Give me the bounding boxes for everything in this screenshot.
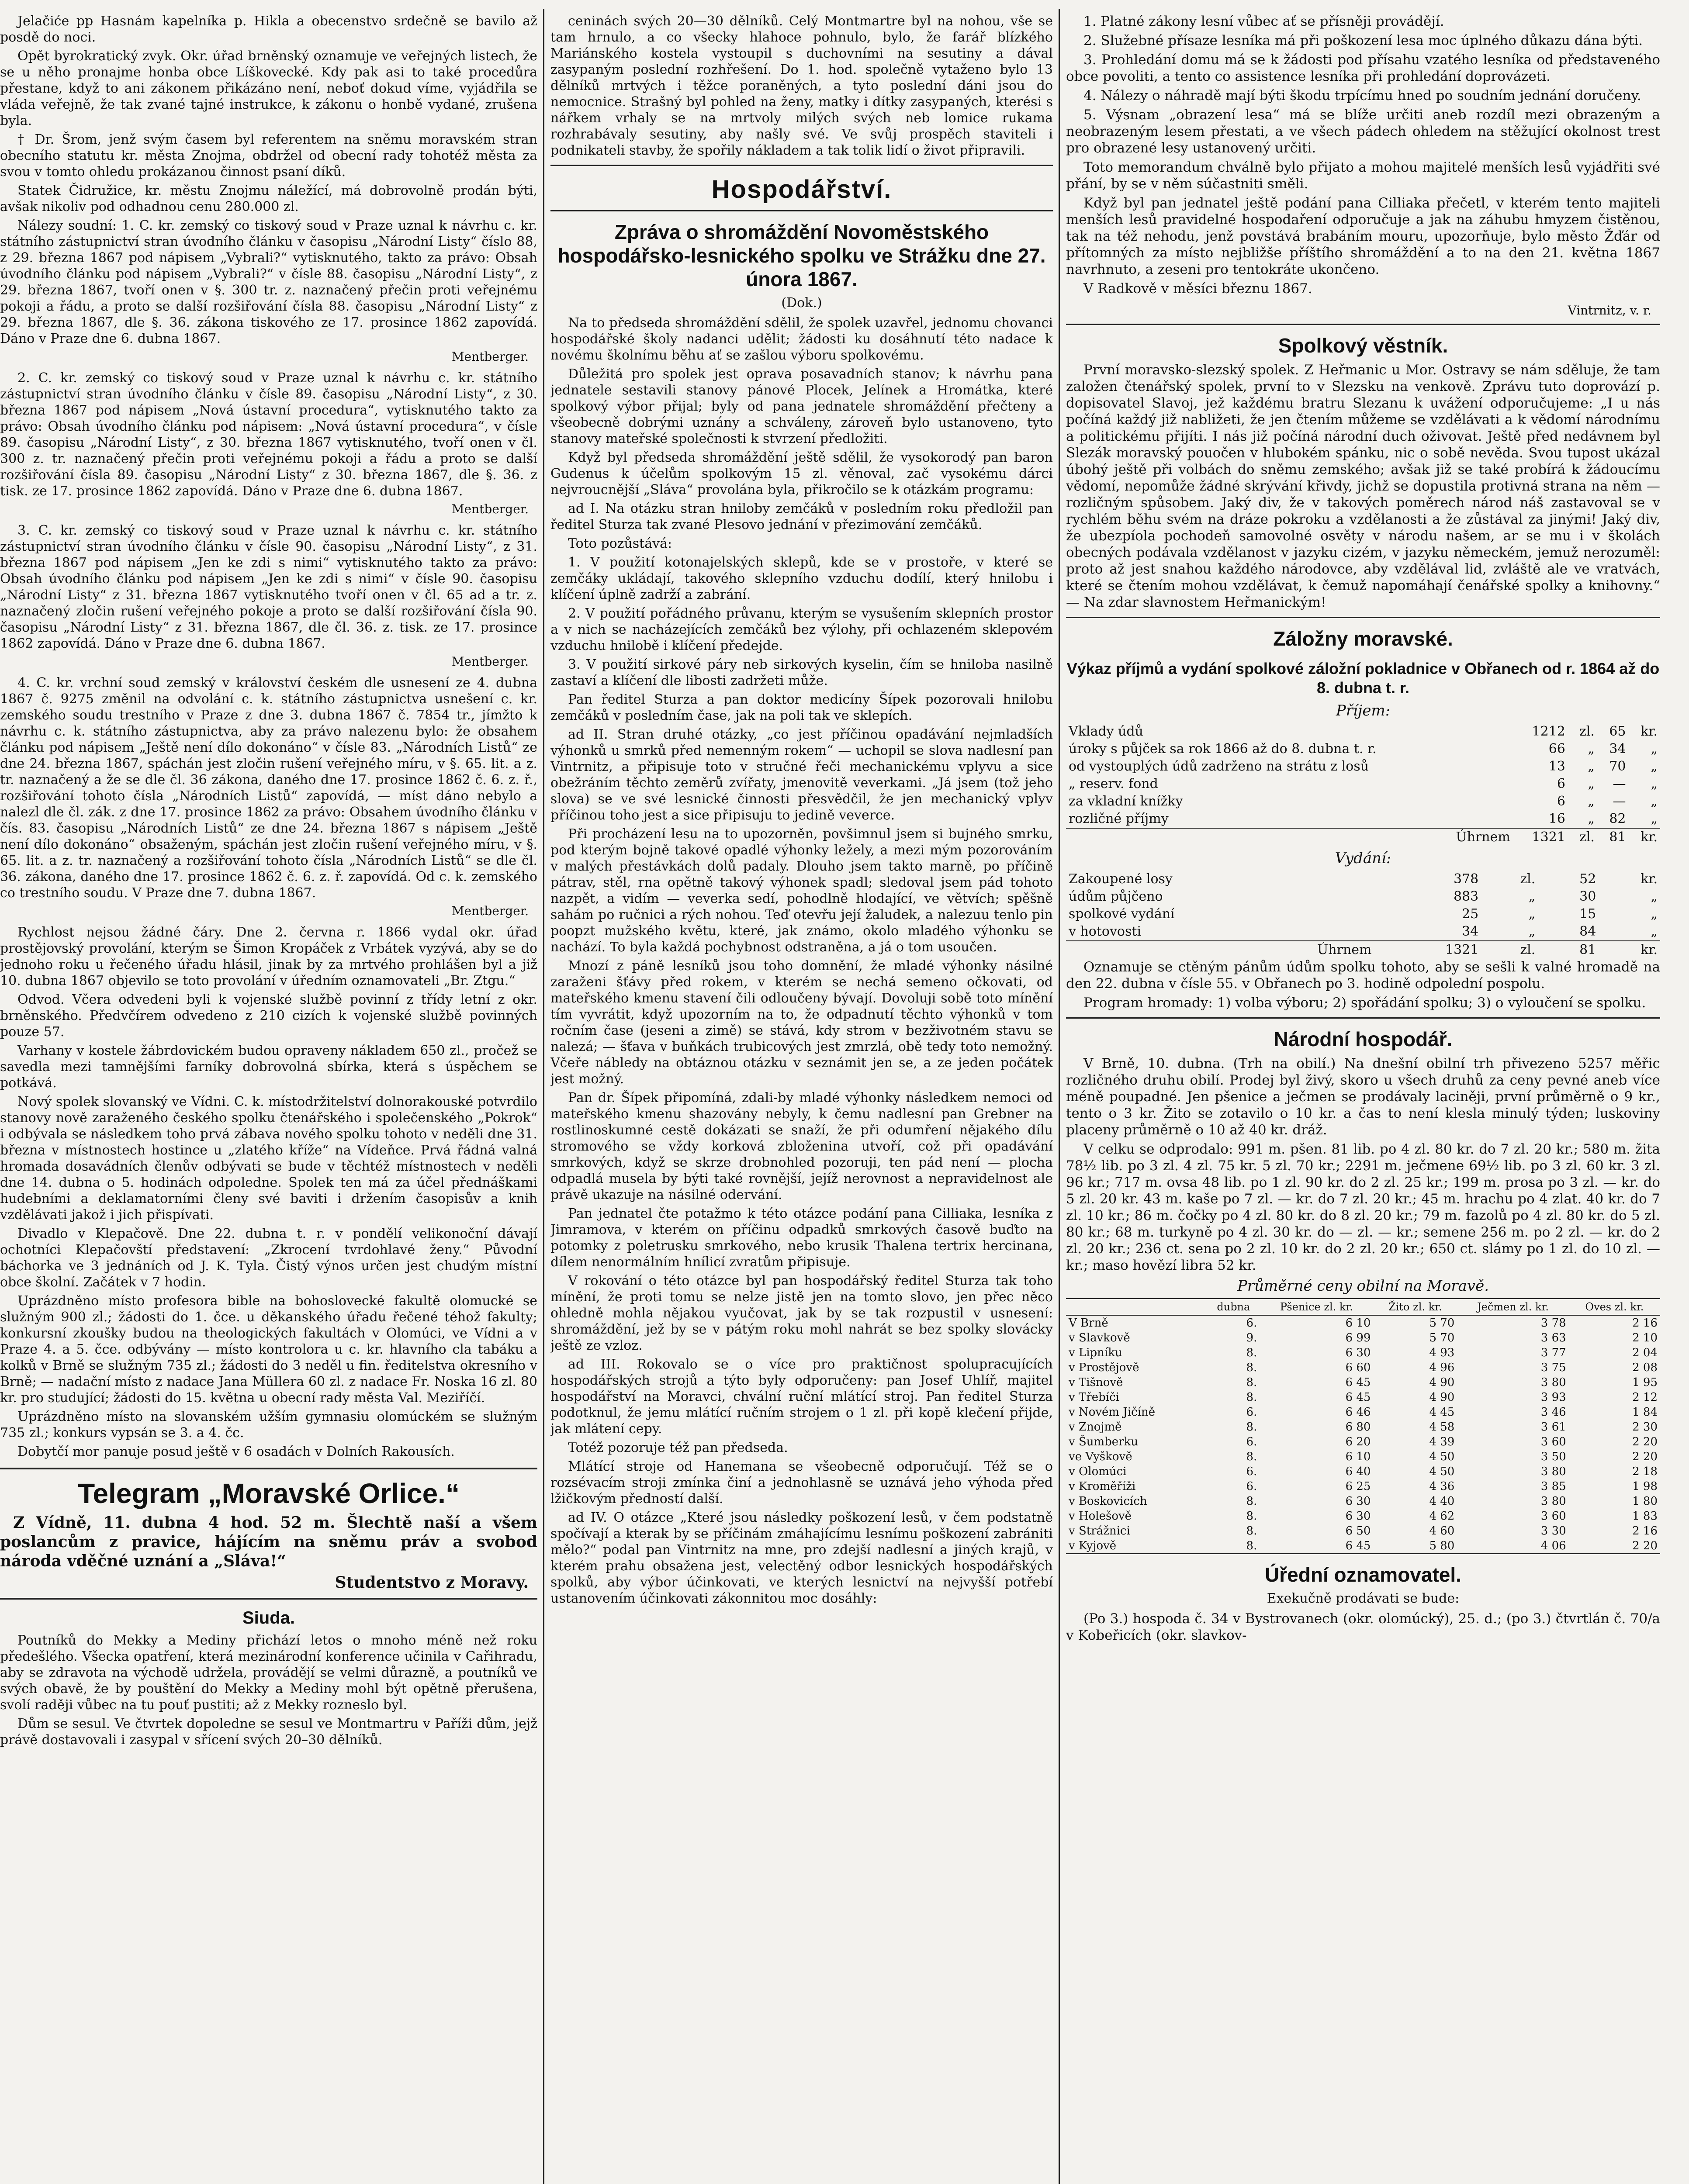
table-row: [1066, 871, 1660, 888]
prijem-table: [1066, 723, 1660, 846]
table-cell: 2 16: [1632, 1317, 1658, 1330]
court-signature: Mentberger.: [451, 904, 529, 918]
table-cell: 3 85: [1540, 1480, 1566, 1493]
paragraph: 4. C. kr. vrchní soud zemský v království českém dle usnesení ze 4. dubna 1867 č. 9275 změnil na odvolání c. k. státního zástupnictva usnešení c. kr. zemského soudu trestního v Praze z dne 3. dubna 1867 č. 7854 tr., jímžto k návrhu c. k. státního zástupnictva, aby za právo nalezenu bylo: že obsahem článku pod nápisem „Ještě není dílo dokonáno“ v čísle 83. „Národních Listů“ ze dne 24. března 1867, spáchán jest zločin rušení veřejného míru, v §. 65. lit. a z. tr. naznačený a že se dle čl. 36 zákona, daného dne 17. prosince 1862 č. 6. z. ř., rozšiřování tohoto čísla „Národních Listů“ zapovídá, — míst dáno nebylo a nalezl dle čl. zák. z dne 17. prosince 1862 za právo: Obsahem úvodního článku v čís. 83. časopisu „Národních Listů“ ze dne 24. března 1867 s nápisem „Ještě není dílo dokonáno“ obsaženým, spáchán jest zločin rušení veřejného míru, v §. 65. lit. a z. tr. naznačený a rozšiřování tohoto čísla „Národních Listů“ se dle čl. 36. zákona, daného dne 17. prosince 1862 č. 6. z. ř. zapovídá. Od c. k. zemského co trestního soudu. V Praze dne 7. dubna 1867.: [0, 675, 537, 901]
table-cell: 8.: [1246, 1346, 1257, 1359]
table-cell: 3 77: [1540, 1346, 1566, 1359]
total-cell: Úhrnem: [1066, 941, 1374, 959]
table-cell: 6 99: [1345, 1331, 1371, 1344]
table-cell: 30: [1579, 889, 1596, 904]
paragraph: V celku se odprodalo: 991 m. pšen. 81 lib. po 4 zl. 80 kr. do 7 zl. 20 kr.; 580 m. žita 78½ lib. po 3 zl. 4 zl. 75 kr. 5 zl. 70 kr.; 2291 m. ječmene 69½ lib. po 3 zl. 60 kr. 3 zl. 96 kr.; 717 m. ovsa 48 lib. po 1 zl. 90 kr. do 2 zl. 25 kr.; 199 m. prosa po 3 zl. — kr. do 5 zl. 20 kr. 43 m. kaše po 7 zl. — kr. do 7 zl. 20 kr.; 45 m. hrachu po 4 zlat. 40 kr. do 7 zl. 10 kr.; 86 m. čočky po 4 zl. 80 kr. do 8 zl. 20 kr.; 79 m. fazolů po 4 zl. 80 kr. do 5 zl. 80 kr.; 68 m. turkyně po 4 zl. 30 kr. do — zl. — kr.; semene 256 m. po 2 zl. — kr. do 2 zl. 20 kr.; 236 ct. sena po 2 zl. 10 kr. do 2 zl. 20 kr.; 650 ct. slámy po 1 zl. do 10 zl. — kr.; maso hovězí libra 52 kr.: [1066, 1141, 1660, 1273]
table-cell: 4 96: [1429, 1361, 1455, 1374]
paragraph: V Brně, 10. dubna. (Trh na obilí.) Na dnešní obilní trh přivezeno 5257 měřic rozličného druhu obilí. Prodej byl živý, skoro u všech druhů za ceny pevné aneb více méně poupadné. Jen pšenice a ječmen se prodávaly laciněji, první průměrně o 9 kr., tento o 3 kr. Žito se zotavilo o 10 kr. a čas to není klesla minulý týden; luskoviny placeny průměrně o 10 až 40 kr. dráž.: [1066, 1056, 1660, 1138]
paragraph: Rychlost nejsou žádné čáry. Dne 2. června r. 1866 vydal okr. úřad prostějovský provolání, kterým se Šimon Kropáček z Vrbátek vyzývá, aby se do jednoho roku u řečeného úřadu hlásil, jinak by za mrtvého prohlášen byl a již 10. dubna 1867 objevilo se toto provolání v úředním oznamovateli „Br. Ztgu.“: [0, 925, 537, 988]
table-cell: „: [1528, 924, 1536, 939]
table-cell: 1 95: [1632, 1376, 1658, 1389]
table-cell: kr.: [1641, 871, 1658, 887]
column-left: [0, 13, 537, 2184]
table-cell: „: [1588, 811, 1595, 826]
table-cell: 2 20: [1632, 1539, 1658, 1552]
table-cell: 8.: [1246, 1450, 1257, 1463]
table-cell: 6 46: [1345, 1406, 1371, 1419]
table-cell: 6 30: [1345, 1495, 1371, 1508]
table-cell: 2 10: [1632, 1331, 1658, 1344]
divider: [550, 210, 1053, 211]
paragraph: 1. Platné zákony lesní vůbec ať se přísněji provádějí.: [1083, 14, 1444, 29]
table-row: [1066, 810, 1660, 828]
table-cell: 8.: [1246, 1524, 1257, 1538]
table-cell: 3 80: [1540, 1495, 1566, 1508]
table-cell: 34: [1462, 924, 1479, 939]
table-cell: 6 50: [1345, 1524, 1371, 1538]
urad-title: Úřední oznamovatel.: [1265, 1563, 1461, 1586]
price-header-cell: Ječmen zl. kr.: [1457, 1299, 1568, 1315]
divider: [1066, 324, 1660, 325]
table-row: [1066, 1330, 1660, 1345]
table-cell: 8.: [1246, 1510, 1257, 1523]
table-cell: „: [1651, 741, 1658, 757]
paragraph: Pan ředitel Sturza a pan doktor medicíny Šípek pozorovali hnilobu zemčáků v posledním čase, jak na poli tak ve sklepích.: [550, 692, 1053, 723]
table-cell: 6: [1557, 776, 1565, 791]
paragraph: Varhany v kostele žábrdovickém budou opraveny nákladem 650 zl., pročež se savedla mezi tamnějšími farníky dobrovolná sbírka, která s úspěchem se potkává.: [0, 1043, 537, 1091]
paragraph: ad I. Na otázku stran hniloby zemčáků v posledním roku předložil pan ředitel Sturza tak zvané Plesovo jednání v přezimování zemčáků.: [550, 501, 1053, 532]
table-row: [1066, 1345, 1660, 1360]
table-cell: ve Vyškově: [1069, 1450, 1132, 1463]
table-cell: „: [1588, 759, 1595, 774]
table-cell: zl.: [1520, 871, 1536, 887]
paragraph: 5. Výsnam „obrazení lesa“ má se blíže určiti aneb rozdíl mezi obrazeným a neobrazeným lesem přestati, a ve všech pádech ohledem na stěžující okolnost trest pro obrazené lesy ustanovený určiti.: [1066, 107, 1660, 156]
paragraph: Mlátící stroje od Hanemana se všeobecně odporučují. Též se o rozsévacím stroji zmínka činí a jednohlasně se uznává jeho výhoda před lžičkovým předností další.: [550, 1459, 1053, 1507]
paragraph: Jelačiće pp Hasnám kapelníka p. Hikla a obecenstvo srdečně se bavilo až posdě do noci.: [0, 14, 537, 45]
table-cell: 2 08: [1632, 1361, 1658, 1374]
table-cell: v Holešově: [1069, 1510, 1132, 1523]
price-table: [1066, 1299, 1660, 1553]
paragraph: Dobytčí mor panuje posud ještě v 6 osadách v Dolních Rakousích.: [17, 1444, 455, 1459]
paragraph: 4. Nálezy o náhradě mají býti škodu trpícímu hned po soudním jednání doručeny.: [1083, 88, 1641, 104]
paragraph: ad III. Rokovalo se o více pro praktičnost spolupracujících hospodářských strojů a týto byly odporučeny: pan Josef Uhlíř, majitel hospodářství na Moravci, chvální ruční mlátící stroj. Pan ředitel Sturza podotknul, že jemu mlátící ručním strojem o 1 zl. při kopě klečení přijde, jak mlátení cepy.: [550, 1357, 1053, 1437]
table-cell: v Kroměříži: [1069, 1480, 1136, 1493]
table-row: [1066, 793, 1660, 810]
divider: [1066, 617, 1660, 618]
table-cell: v Třebíči: [1069, 1391, 1119, 1404]
paragraph: Totéž pozoruje též pan předseda.: [568, 1440, 788, 1455]
price-header-cell: [1066, 1299, 1207, 1315]
telegram-title: Telegram „Moravské Orlice.“: [78, 1478, 460, 1509]
table-row: [1066, 1405, 1660, 1420]
paragraph: Pan jednatel čte potažmo k této otázce podání pana Cilliaka, lesníka z Jimramova, v kterém on příčinu odpadků smrkových časově buďto na potomky z poletrusku smrkového, nebo krusik Thalena tertrix hercinana, dílem nenormálním hnílicí zvratům připisuje.: [550, 1206, 1053, 1270]
paragraph: 3. V použití sirkové páry neb sirkových kyselin, čím se hniloba nasilně zastaví a klíčení dle libosti zadržeti může.: [550, 657, 1053, 688]
total-cell: zl.: [1481, 941, 1538, 959]
paragraph: Když byl pan jednatel ještě podání pana Cilliaka přečetl, v kterém tento majiteli menších lesů pravidelné hospodaření odporučuje a jak na záhubu hmyzem čistěnou, tak na též nehodu, jenž povstává brabáním mouru, upozorňuje, bylo město Žďár od přítomných za místo nejbližše příštího shromáždění a to na den 21. května 1867 navrhnuto, a zeseni pro tentokráte ukončeno.: [1066, 195, 1660, 277]
table-row: [1066, 1360, 1660, 1375]
table-row: [1066, 888, 1660, 905]
table-cell: 6 25: [1345, 1480, 1371, 1493]
table-cell: 6 30: [1345, 1346, 1371, 1359]
table-cell: v hotovosti: [1069, 924, 1142, 939]
table-cell: 6.: [1246, 1317, 1257, 1330]
table-cell: 6 45: [1345, 1539, 1371, 1552]
total-cell: 81: [1538, 941, 1599, 959]
table-cell: rozličné příjmy: [1069, 811, 1169, 826]
paragraph: Poutníků do Mekky a Mediny přichází letos o mnoho méně než roku předešlého. Všecka opatření, která mezinárodní konference učinila v Cařihradu, aby se zdravota na východě udržela, provádějí se velmi důrazně, a poutníků ve svých obavě, že by pouštění do Mekky a Mediny mohl být opětně přerušena, svolí raději vůbec na tu pouť pustiti; až z Mekky rozneslo byl.: [0, 1633, 537, 1713]
paragraph: Uprázdněno místo na slovanském užším gymnasiu olomúckém se služným 735 zl.; konkurs vypsán se 3. a 4. čc.: [0, 1409, 537, 1441]
table-cell: 1212: [1532, 724, 1565, 739]
table-cell: kr.: [1641, 724, 1658, 739]
zalozny-title: Záložny moravské.: [1273, 627, 1453, 650]
price-header-cell: Pšenice zl. kr.: [1260, 1299, 1373, 1315]
vestnik-title: Spolkový věstník.: [1278, 334, 1448, 357]
paragraph: Důležitá pro spolek jest oprava posavadních stanov; k návrhu pana jednatele sestavili stanovy pánové Plocek, Jelínek a Hromátka, které spolkový výbor přijal; byly od pana jednatele shromáždění přečteny a všeobecně dobrými uznány a schváleny, zároveň bylo ustanoveno, tyto stanovy mateřské společnosti k stvrzení předložiti.: [550, 366, 1053, 446]
article-subtitle: (Dok.): [781, 295, 822, 311]
paragraph: ad IV. O otázce „Které jsou následky poškození lesů, v čem podstatně spočívají a kterak by se příčinám zmáhajícímu lesnímu poškození zabrániti mělo?“ podal pan Vintrnitz na mne, pro zdejší nadlesní a jiných krajů, v kterém prahu obsažena jest, velectěný odbor lesnických hospodářských spolků, aby výbor účinkovati, ve kterých lesnictví na nejvyšší potřebí ustanovením účinkovati zákonnitou moc dosáhly:: [550, 1510, 1053, 1606]
vykaz-title: Výkaz příjmů a vydání spolkové záložní pokladnice v Obřanech od r. 1864 až do 8. dubna t. r.: [1066, 660, 1660, 697]
table-cell: „: [1651, 794, 1658, 809]
table-cell: 6 10: [1345, 1317, 1371, 1330]
prijem-label: Příjem:: [1336, 702, 1391, 719]
table-cell: Vklady údů: [1069, 724, 1143, 739]
table-row: [1066, 1315, 1660, 1330]
table-cell: 6.: [1246, 1435, 1257, 1448]
table-cell: 4 62: [1429, 1510, 1455, 1523]
vydani-label: Vydání:: [1335, 850, 1391, 867]
total-cell: kr.: [1599, 941, 1660, 959]
vykaz-program: Program hromady: 1) volba výboru; 2) spořádání spolku; 3) o vyloučení se spolku.: [1083, 995, 1646, 1011]
table-cell: 3 46: [1540, 1406, 1566, 1419]
paragraph: Nálezy soudní: 1. C. kr. zemský co tiskový soud v Praze uznal k návrhu c. kr. státního zástupnictví stran úvodního článku v časopisu „Národní Listy“ číslo 88, z 29. března 1867 pod nápisem „Vybrali?“ vytisknutého, takto za právo: Obsah úvodního článku pod nápisem „Vybrali?“ v čísle 88. časopisu „Národní Listy“, z 29. března 1867, tvoří onen v §. 300 tr. z. naznačený přečin proti veřejnému pokoji a řádu, a proto se další rozšiřování čísla 88. časopisu „Národní Listy“ z 29. března 1867, dle §. 36. zákona tiskového ze 17. prosince 1862 zapovídá. Dáno v Praze dne 6. dubna 1867.: [0, 218, 537, 346]
paragraph: 2. C. kr. zemský co tiskový soud v Praze uznal k návrhu c. kr. státního zástupnictví stran úvodního článku v čísle 89. časopisu „Národní Listy“, z 30. března 1867 pod nápisem „Nová ústavní procedura“, vytisknutého takto za právo: Obsah úvodního článku pod nápisem: „Nová ústavní procedura“, v čísle 89. časopisu „Národní Listy“, z 30. března 1867 vytisknutého, tvoří onen v čl. 300 z. tr. naznačený přečin proti veřejnému pokoji a řádu a proto se další rozšiřování čísla 89. časopisu „Národní Listy“ z 30. března 1867, dle §. 36. z tisk. ze 17. prosince 1862 zapovídá. Dáno v Praze dne 6. dubna 1867.: [0, 370, 537, 499]
table-row: [1066, 758, 1660, 775]
table-row: [1066, 905, 1660, 923]
urad-subtitle: Exekučně prodávati se bude:: [1267, 1591, 1460, 1606]
signature-name: Vintrnitz, v. r.: [1568, 303, 1651, 318]
paragraph: 3. Prohledání domu má se k žádosti pod přísahu vzatého lesníka od představeného obce povoliti, a tento co assistence lesníka při prohledání doprovázeti.: [1066, 52, 1660, 84]
table-row: [1066, 923, 1660, 941]
table-cell: v Šumberku: [1069, 1435, 1139, 1448]
court-signature: Mentberger.: [451, 654, 529, 669]
price-table-title: Průměrné ceny obilní na Moravě.: [1237, 1277, 1489, 1295]
table-cell: 2 12: [1632, 1391, 1658, 1404]
column-middle: [550, 13, 1053, 2184]
table-cell: 4 90: [1429, 1376, 1455, 1389]
table-cell: „: [1528, 906, 1536, 922]
table-cell: v Boskovicích: [1069, 1495, 1147, 1508]
table-cell: v Prostějově: [1069, 1361, 1139, 1374]
table-row: [1066, 1449, 1660, 1464]
hospodar-paragraphs: [1066, 1055, 1660, 1274]
table-cell: údům půjčeno: [1069, 889, 1163, 904]
table-cell: od vystouplých údů zadrženo na strátu z losů: [1069, 759, 1369, 774]
table-cell: 8.: [1246, 1420, 1257, 1434]
table-cell: 8.: [1246, 1391, 1257, 1404]
total-cell: zl.: [1568, 828, 1597, 846]
table-cell: 3 80: [1540, 1465, 1566, 1478]
table-cell: 3 61: [1540, 1420, 1566, 1434]
table-cell: 8.: [1246, 1539, 1257, 1552]
table-row: [1066, 1524, 1660, 1538]
table-cell: 13: [1548, 759, 1565, 774]
signature-place: V Radkově v měsíci březnu 1867.: [1083, 281, 1312, 297]
table-cell: 6.: [1246, 1480, 1257, 1493]
paragraph: V rokování o této otázce byl pan hospodářský ředitel Sturza tak toho mínění, že proti tomu se nelze jistě jen na tomto slovo, jen přec něco ohledně mohla nějakou vyučovat, jak by se tak rozpustil v usnesení: shromáždění, jež by se v pátým roku mohl nahrát se bez spolky slovácky ještě ze vzloz.: [550, 1273, 1053, 1353]
total-cell: 1321: [1374, 941, 1481, 959]
table-cell: 4 93: [1429, 1346, 1455, 1359]
paragraph: Při procházení lesu na to upozorněn, povšimnul jsem si bujného smrku, pod kterým bojně takové opadlé výhonky ležely, a mezi mým pozorováním v malých přestávkách dolů padaly. Dlouho jsem takto marně, po příčině pátrav, stěl, rna opětně takový výhonek spadl; sledoval jsem pád tohoto nazpět, a vidím — veverka sedí, pohodlně hlodající, ve větvích; spěšně sahám po ručnici a rých nohou. Teď otevřu její žaludek, a nalezuu tenlo pin poopzt mužského květu, které, jak známo, okolo mladého výhonku se nachází. To byla každá pochybnost odstraněna, a já o tom usoučen.: [550, 826, 1053, 955]
table-cell: 3 80: [1540, 1376, 1566, 1389]
table-cell: 4 45: [1429, 1406, 1455, 1419]
table-cell: „: [1651, 776, 1658, 791]
memorandum-paragraphs: [1066, 13, 1660, 278]
table-cell: v Znojmě: [1069, 1420, 1122, 1434]
table-cell: „: [1651, 889, 1658, 904]
table-cell: 8.: [1246, 1376, 1257, 1389]
table-cell: 16: [1548, 811, 1565, 826]
price-header-cell: dubna: [1207, 1299, 1260, 1315]
total-cell: 1321: [1513, 828, 1568, 846]
table-cell: 9.: [1246, 1331, 1257, 1344]
table-cell: za vkladní knížky: [1069, 794, 1183, 809]
paragraph: Statek Čidružice, kr. městu Znojmu náležící, má dobrovolně prodán býti, avšak nikoliv pod odhadnou cenu 280.000 zl.: [0, 183, 537, 214]
telegram-text: Z Vídně, 11. dubna 4 hod. 52 m. Šlechtě naší a všem poslancům z pravice, hájícím na sněmu práv a svobod národa vděčné uznání a „Sláva!“: [0, 1514, 537, 1570]
table-cell: 4 50: [1429, 1450, 1455, 1463]
table-cell: „: [1651, 924, 1658, 939]
table-cell: 6.: [1246, 1465, 1257, 1478]
table-cell: 6 30: [1345, 1510, 1371, 1523]
siuda-paragraphs: [0, 1632, 537, 1748]
table-cell: 3 93: [1540, 1391, 1566, 1404]
table-row: [1066, 1375, 1660, 1390]
paragraph: Toto pozůstává:: [568, 536, 672, 551]
total-cell: 81: [1597, 828, 1629, 846]
column-divider: [543, 9, 544, 2184]
divider: [550, 165, 1053, 166]
paragraph: 2. V použití pořádného průvanu, kterým se vysušením sklepních prostor a v nich se nacházejících zemčáků bez výlohy, při ochlazeném sklepovém vzduchu hnilobě i klíčení předejde.: [550, 606, 1053, 653]
column-divider: [1059, 9, 1060, 2184]
table-cell: 84: [1579, 924, 1596, 939]
table-row: [1066, 1390, 1660, 1405]
table-cell: 6 45: [1345, 1376, 1371, 1389]
table-cell: 3 63: [1540, 1331, 1566, 1344]
table-cell: 2 04: [1632, 1346, 1658, 1359]
divider: [1066, 1017, 1660, 1019]
table-row: [1066, 1509, 1660, 1524]
table-cell: „: [1528, 889, 1536, 904]
article-title: Zpráva o shromáždění Novoměstského hospodářsko-lesnického spolku ve Strážku dne 27. února 1867.: [557, 221, 1046, 290]
table-cell: 65: [1609, 724, 1626, 739]
hospodar-title: Národní hospodář.: [1274, 1028, 1453, 1051]
paragraph: Uprázdněno místo profesora bible na bohoslovecké fakultě olomucké se služným 900 zl.; žádosti do 1. čce. u děkanského úřadu řečené téhož fakulty; konkursní zkoušky budou na theologických fakultách v Olomúci, ve Vídni a v Praze 4. a 5. čce. odbývány — místo kontrolora u c. kr. hlavního cla tabáku a kolků v Brně se služným 735 zl.; žádosti do 3 neděl u fin. ředitelstva okresního v Brně; — nadační místo z nadace Jana Müllera 60 zl. z nadace Fr. Noska 16 zl. 80 kr. pro studující; žádosti do 15. května u obecní rady města Val. Meziříčí.: [0, 1293, 537, 1406]
table-cell: 2 20: [1632, 1450, 1658, 1463]
table-cell: —: [1613, 776, 1626, 791]
vydani-table: [1066, 871, 1660, 959]
table-cell: zl.: [1579, 724, 1595, 739]
table-cell: 3 50: [1540, 1450, 1566, 1463]
paragraph: Když byl předseda shromáždění ještě sdělil, že vysokorodý pan baron Gudenus k účelům spolkovým 15 zl. věnoval, zač vysokému dárci nejvroucnější „Sláva“ provolána byla, přikročilo se k otázkám programu:: [550, 450, 1053, 498]
news-paragraphs: [0, 13, 537, 1460]
table-cell: 4 39: [1429, 1435, 1455, 1448]
paragraph: Mnozí z páně lesníků jsou toho domnění, že mladé výhonky násilné zaraženi šťávy před rokem, v kterém se nechá semeno očkovati, od mateřského kmenu stavení čili odloučeny bývají. Dovoluji sobě toto mínění tím vyvrátit, když upozorním na to, že odpadnutí těchto výhonků v tom ročním čase (jeseni a zimě) se stává, kdy strom v bezživotném stavu se nalezá; — šťava v buňkách trubicových jest zmrzlá, obě tedy toto nemožný. Včeře nábledy na obtáznou otázku v seznámit jen se, a ze jeden počátek jest možný.: [550, 958, 1053, 1087]
table-cell: v Olomúci: [1069, 1465, 1127, 1478]
paragraph: Toto memorandum chválně bylo přijato a mohou majitelé menších lesů vyjádřiti své přání, by se v něm súčastniti směli.: [1066, 159, 1660, 192]
table-cell: 6 10: [1345, 1450, 1371, 1463]
paragraph: Dům se sesul. Ve čtvrtek dopoledne se sesul ve Montmartru v Paříži dům, jejž právě dostavovali i zasypal v sřícení svých 20–30 dělníků.: [0, 1716, 537, 1748]
table-cell: 70: [1609, 759, 1626, 774]
table-cell: 1 83: [1632, 1510, 1658, 1523]
table-cell: 25: [1462, 906, 1479, 922]
total-cell: Úhrnem: [1066, 828, 1513, 846]
paragraph: 1. V použití kotonajelských sklepů, kde se v prostoře, v které se zemčáky ukládají, takového sklepního vzduchu dodílí, který hnilobu i klíčení úplně zadrží a zabrání.: [550, 555, 1053, 602]
price-table-wrap: [1066, 1298, 1660, 1554]
total-row: [1066, 828, 1660, 846]
paragraph: 2. Služebné přísaze lesníka má při poškození lesa moc úplného důkazu dána býti.: [1083, 33, 1643, 48]
table-cell: 8.: [1246, 1495, 1257, 1508]
table-cell: 4 90: [1429, 1391, 1455, 1404]
section-title-hospodarstvi: Hospodářství.: [711, 175, 892, 204]
table-row: [1066, 1434, 1660, 1449]
table-cell: „: [1588, 794, 1595, 809]
table-cell: 883: [1454, 889, 1479, 904]
table-cell: —: [1613, 794, 1626, 809]
paragraph: Opět byrokratický zvyk. Okr. úřad brněnský oznamuje ve veřejných listech, že se u něho pronajme honba obce Líškovecké. Kdy pak asi to také procedůra přestane, když to ani zákonem přikázáno není, neboť dokud víme, vyjádřila se vláda veřejně, že tak zvané tajné instrukce, k zákonu o honbě vydané, zrušena byla.: [0, 48, 537, 128]
article-paragraphs: [550, 315, 1053, 1607]
table-row: [1066, 1479, 1660, 1494]
table-cell: „: [1651, 811, 1658, 826]
table-cell: v Novém Jičíně: [1069, 1406, 1156, 1419]
paragraph: Divadlo v Klepačově. Dne 22. dubna t. r. v pondělí velikonoční dávají ochotníci Klepačovští představení: „Zkrocení tvrdohlavé ženy.“ Původní báchorka ve 3 jednáních od J. K. Tyla. Čistý výnos určen jest chudým místní obce školní. Začátek v 7 hodin.: [0, 1226, 537, 1290]
telegram-box: [0, 1468, 537, 1600]
table-cell: „: [1651, 759, 1658, 774]
price-header-cell: Oves zl. kr.: [1569, 1299, 1660, 1315]
paragraph: 3. C. kr. zemský co tiskový soud v Praze uznal k návrhu c. kr. státního zástupnictví stran úvodního článku v čísle 90. časopisu „Národní Listy“, z 31. března 1867 pod nápisem „Jen ke zdi s nimi“ vytisknutého takto za právo: Obsah úvodního článku pod nápisem „Jen ke zdi s nimi“ v čísle 90. časopisu „Národní Listy“ z 31. března 1867 vytisknutého tvoří onen v čl. 65 ad a tr. z. naznačený zločin rušení veřejného pokoje a proto se další rozšiřování čísla 90. časopisu „Národní Listy“ z 31. března 1867, dle čl. 36. z. tisk. ze 17. prosince 1862 zapovídá. Dáno v Praze dne 6. dubna 1867.: [0, 523, 537, 651]
table-cell: v Tišnově: [1069, 1376, 1123, 1389]
table-cell: 3 78: [1540, 1317, 1566, 1330]
table-cell: 2 16: [1632, 1524, 1658, 1538]
table-cell: 1 80: [1632, 1495, 1658, 1508]
total-row: [1066, 941, 1660, 959]
table-cell: 82: [1609, 811, 1626, 826]
table-cell: 6.: [1246, 1406, 1257, 1419]
table-cell: „: [1588, 741, 1595, 757]
total-cell: kr.: [1629, 828, 1660, 846]
table-cell: 3 75: [1540, 1361, 1566, 1374]
table-cell: 8.: [1246, 1361, 1257, 1374]
table-cell: „ reserv. fond: [1069, 776, 1158, 791]
table-cell: 6 45: [1345, 1391, 1371, 1404]
table-cell: „: [1588, 776, 1595, 791]
table-cell: úroky s půjček sa rok 1866 až do 8. dubna t. r.: [1069, 741, 1377, 757]
paragraph: Odvod. Včera odvedeni byli k vojenské službě povinní z třídy letní z okr. brněnského. Předvčírem odvedeno z 210 cizích k vojenské službě povinných pouze 57.: [0, 992, 537, 1040]
table-cell: 6: [1557, 794, 1565, 809]
column-right: [1066, 13, 1660, 2184]
table-row: [1066, 1420, 1660, 1434]
vykaz-note: Oznamuje se ctěným pánům údům spolku tohoto, aby se sešli k valné hromadě na den 22. dubna v čísle 55. v Obřanech po 3. hodině odpolední pospolu.: [1066, 959, 1660, 992]
table-cell: v Strážnici: [1069, 1524, 1130, 1538]
table-cell: 2 18: [1632, 1465, 1658, 1478]
table-cell: 34: [1609, 741, 1626, 757]
table-cell: 5 70: [1429, 1331, 1455, 1344]
telegram-signature: Studentstvo z Moravy.: [335, 1573, 529, 1592]
table-cell: 66: [1548, 741, 1565, 757]
table-cell: 3 30: [1540, 1524, 1566, 1538]
vestnik-paragraph: První moravsko-slezský spolek. Z Heřmanic u Mor. Ostravy se nám sděluje, že tam založen čtenářský spolek, první to v Slezsku na venkově. Zprávu tuto doprovází p. dopisovatel Slavoj, jež každému bratru Slezanu k uvážení odporučujeme: „I u nás počíná každý již nabližeti, že jen čtením můžeme se vzdělávati a k vědomí národnímu a politickému přijíti. I nás již počíná národní duch oživovat. Ještě před nedávnem byl Slezák moravský pouočen v hlubokém spánku, nic o sobě nevěda. Svou tupost ukázal úbohý ještě při volbách do sněmu zemského; avšak již se také probírá k žádoucímu vědomí, nepomůže žádné skrývání křivdy, jichž se dopustila protivná strana na něm — rozličným spůsobem. Jaký div, že v takových poměrech národ náš zastavoval se v rychlém běhu svém na dráze pokroku a vzdělanosti a že zůstával za jinými! Jaký div, že ubezpíola pochodeň samovolné osvěty v národu našem, ar se mu i v školách obecných podávala vzdělanost v jazyku cizém, v jazyku německém, jemuž nerozuměl: proto až jest snahou každého národovce, aby vzdělával lid, zvláště ale ve vratvách, které se čtením mohou vzdělávat, k čemuž napomáhají čenářské spolky a knihovny.“ — Na zdar slavnostem Heřmanickým!: [1066, 362, 1660, 610]
table-cell: 6 40: [1345, 1465, 1371, 1478]
table-cell: 3 60: [1540, 1510, 1566, 1523]
paragraph: Na to předseda shromáždění sdělil, že spolek uzavřel, jednomu chovanci hospodářské školy nadanci udělit; žádosti ku dosáhnutí této nadace k novému školnímu běhu ať se zašlou výboru spolkovému.: [550, 315, 1053, 363]
table-cell: 2 20: [1632, 1435, 1658, 1448]
table-row: [1066, 1538, 1660, 1553]
table-cell: 4 36: [1429, 1480, 1455, 1493]
table-cell: 4 40: [1429, 1495, 1455, 1508]
col2-top-paragraph: ceninách svých 20—30 dělníků. Celý Montmartre byl na nohou, vše se tam hrnulo, a co všecky hlahoce pohnulo, bylo, že farář blízkého Mariánského kostela vystoupil s duchovními na sesutiny a dával zasypaným poslední rozhřešení. Do 1. hod. společně vytaženo bylo 13 dělníků mrtvých i těžce poraněných, a tyto poslední dáni jsou do nemocnice. Strašný byl pohled na ženy, matky i dítky zasypaných, kterési s nářkem vrhaly se na mrtvoly milých svých neb lomice rukama rozhrabávaly sesutiny, aby našly své. Ve svůj prospěch staviteli i podnikateli stavby, že spořily nákladem a tak tolik lidí o život připravili.: [550, 14, 1053, 158]
table-row: [1066, 1494, 1660, 1509]
paragraph: † Dr. Šrom, jenž svým časem byl referentem na sněmu moravském stran obecního statutu kr. města Znojma, obdržel od obecní rady tohotéž města za svou v tomto ohledu prokázanou činnost psaní díků.: [0, 132, 537, 180]
table-cell: v Lipníku: [1069, 1346, 1122, 1359]
court-signature: Mentberger.: [451, 349, 529, 364]
paragraph: Nový spolek slovanský ve Vídni. C. k. místodržitelství dolnorakouské potvrdilo stanovy nově zaraženého českého spolku čtenářského i společenského „Pokrok“ i odbývala se následkem toho prvá zábava nového spolku tohoto v neděli dne 31. března v místnostech hostince u „zlatého kříže“ na Vídeňce. Prvá řádná valná hromada dosavádních členův odbývati se bude v těchtéž místnostech v neděli dne 14. dubna o 5. hodinách odpoledne. Spolek ten má za účel přednáškami hudebními a deklamatorními členy své baviti i držením časopisův a knih vzdělávati jakož i jich přispívati.: [0, 1094, 537, 1223]
table-cell: 1 84: [1632, 1406, 1658, 1419]
court-signature: Mentberger.: [451, 502, 529, 516]
table-cell: 4 50: [1429, 1465, 1455, 1478]
table-cell: 4 06: [1540, 1539, 1566, 1552]
price-header-cell: Žito zl. kr.: [1373, 1299, 1457, 1315]
table-cell: 6 80: [1345, 1420, 1371, 1434]
table-cell: 15: [1579, 906, 1596, 922]
table-cell: 378: [1454, 871, 1479, 887]
table-cell: 5 70: [1429, 1317, 1455, 1330]
table-cell: V Brně: [1069, 1317, 1108, 1330]
paragraph: ad II. Stran druhé otázky, „co jest příčinou opadávání nejmladších výhonků u smrků před nemenným rokem“ — uchopil se slova nadlesní pan Vintrnitz, a připisuje toto v stručné řeči mechanickému vplyvu a sice obežráním těchto zeměrů zvířaty, jmenovitě veverkami. „Já jsem (tož jeho slova) se ve své lesnické činnosti přesvědčil, že jen mechanický vplyv příčinou toho jest a sice připisuju to jedině veverce.: [550, 727, 1053, 823]
table-cell: spolkové vydání: [1069, 906, 1175, 922]
urad-paragraph: (Po 3.) hospoda č. 34 v Bystrovanech (okr. olomúcký), 25. d.; (po 3.) čtvrtlán č. 70/a v Kobeřicích (okr. slavkov-: [1066, 1611, 1660, 1643]
paragraph: Pan dr. Šípek připomíná, zdali-by mladé výhonky následkem nemoci od mateřského kmenu shazovány nebyly, k čemu nadlesní pan Grebner na rostlinoskumné cestě dokázati se snaží, že při odumření nějakého dílu stromového se vždy korková zbloženina utvoří, což při opadávání smrkových, když se skrze drobnohled pozoruji, ten pád není — plocha odpadlá musela by býti také rovnější, jejíž nerovnost a nepravidelnost ale právě ukazuje na násilné odervání.: [550, 1090, 1053, 1203]
table-cell: 4 58: [1429, 1420, 1455, 1434]
table-cell: 5 80: [1429, 1539, 1455, 1552]
table-row: [1066, 723, 1660, 740]
table-cell: 4 60: [1429, 1524, 1455, 1538]
table-cell: 6 60: [1345, 1361, 1371, 1374]
table-cell: 2 30: [1632, 1420, 1658, 1434]
siuda-title: Siuda.: [242, 1608, 295, 1628]
table-cell: v Slavkově: [1069, 1331, 1130, 1344]
table-cell: 3 60: [1540, 1435, 1566, 1448]
table-cell: v Kyjově: [1069, 1539, 1117, 1552]
table-row: [1066, 740, 1660, 758]
table-cell: 1 98: [1632, 1480, 1658, 1493]
table-cell: 6 20: [1345, 1435, 1371, 1448]
table-cell: „: [1651, 906, 1658, 922]
table-row: [1066, 775, 1660, 793]
table-cell: Zakoupené losy: [1069, 871, 1173, 887]
table-row: [1066, 1464, 1660, 1479]
table-cell: 52: [1579, 871, 1596, 887]
